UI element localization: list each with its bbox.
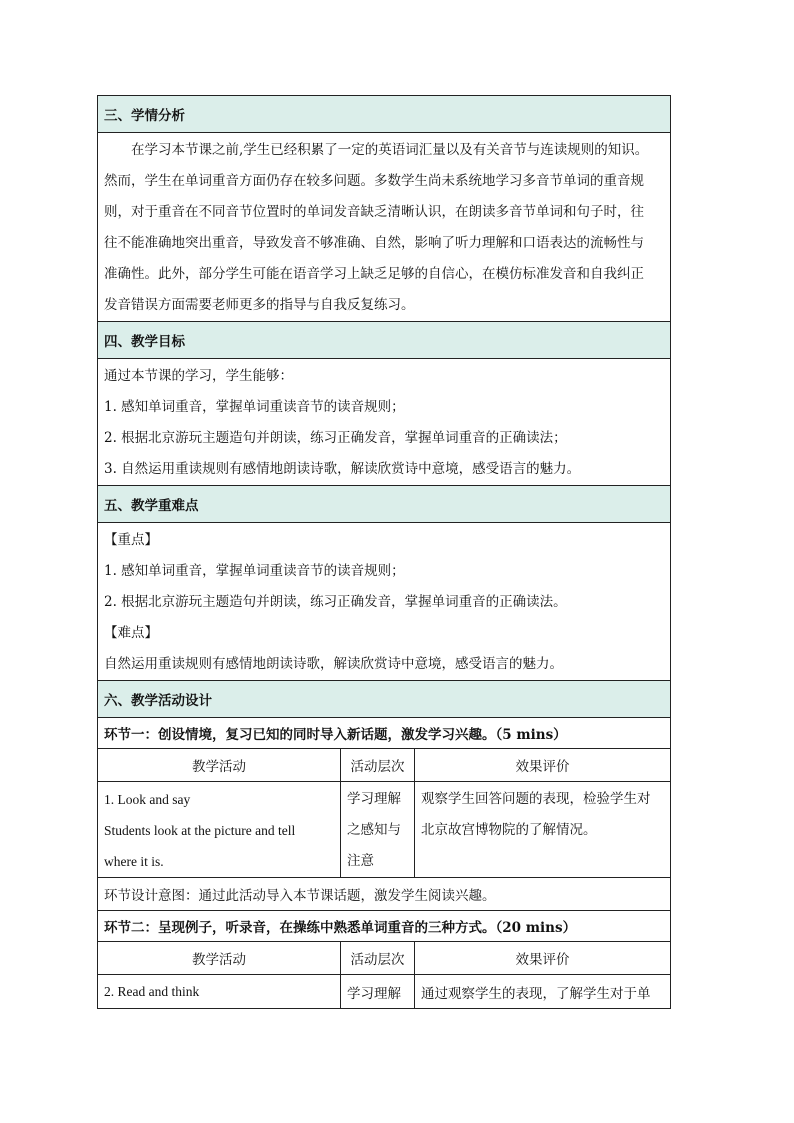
- difficult-points-label: 【难点】: [104, 625, 158, 641]
- col-teaching-activity: 教学活动: [98, 942, 341, 975]
- stage1-activity-row: [98, 782, 671, 878]
- lesson-plan-table: [97, 95, 671, 1009]
- stage2-level-cell: 学习理解: [341, 975, 415, 1009]
- learner-analysis-line: 则，对于重音在不同音节位置时的单词发音缺乏清晰认识，在朗读多音节单词和句子时，往: [104, 204, 644, 220]
- stage2-column-header-row: [98, 942, 671, 975]
- stage1-heading-row: [98, 718, 671, 749]
- teaching-objectives-body: [98, 359, 671, 486]
- stage2-heading-row: [98, 911, 671, 942]
- learner-analysis-line: 往不能准确地突出重音，导致发音不够准确、自然，影响了听力理解和口语表达的流畅性与: [104, 235, 644, 251]
- objective-item: 1. 感知单词重音，掌握单词重读音节的读音规则；: [104, 399, 405, 415]
- col-teaching-activity: 教学活动: [98, 749, 341, 782]
- stage2-heading: 环节二：呈现例子，听录音，在操练中熟悉单词重音的三种方式。（20 mins）: [98, 911, 671, 942]
- objective-item: 3. 自然运用重读规则有感情地朗读诗歌，解读欣赏诗中意境，感受语言的魅力。: [104, 461, 581, 477]
- stage1-column-header-row: [98, 749, 671, 782]
- stage1-evaluation-cell: 观察学生回答问题的表现，检验学生对 北京故宫博物院的了解情况。: [415, 782, 671, 878]
- col-activity-level: 活动层次: [341, 942, 415, 975]
- stage1-activity-cell: 1. Look and say Students look at the picture and tell where it is.: [98, 782, 341, 878]
- stage1-level-cell: 学习理解 之感知与 注意: [341, 782, 415, 878]
- stage2-activity-row: [98, 975, 671, 1009]
- section-heading-activity-design: 六、教学活动设计: [98, 681, 671, 718]
- learner-analysis-line: 发音错误方面需要老师更多的指导与自我反复练习。: [104, 297, 415, 313]
- learner-analysis-line: 然而，学生在单词重音方面仍存在较多问题。多数学生尚未系统地学习多音节单词的重音规: [104, 173, 644, 189]
- section-heading-key-difficult-points: 五、教学重难点: [98, 486, 671, 523]
- stage1-intent-row: [98, 878, 671, 911]
- section-heading-teaching-objectives: 四、教学目标: [98, 322, 671, 359]
- stage2-activity-cell: 2. Read and think: [98, 975, 341, 1009]
- key-difficult-points-body: [98, 523, 671, 681]
- stage1-design-intent: 环节设计意图：通过此活动导入本节课话题，激发学生阅读兴趣。: [98, 878, 671, 911]
- col-effect-evaluation: 效果评价: [415, 749, 671, 782]
- objective-intro: 通过本节课的学习，学生能够：: [104, 368, 293, 384]
- objective-item: 2. 根据北京游玩主题造句并朗读，练习正确发音，掌握单词重音的正确读法；: [104, 430, 567, 446]
- difficult-point-item: 自然运用重读规则有感情地朗读诗歌，解读欣赏诗中意境，感受语言的魅力。: [104, 656, 563, 672]
- section-heading-learner-analysis: 三、学情分析: [98, 96, 671, 133]
- lesson-plan-page: [97, 95, 670, 1009]
- learner-analysis-body: [98, 133, 671, 322]
- key-points-label: 【重点】: [104, 532, 158, 548]
- stage2-evaluation-cell: 通过观察学生的表现，了解学生对于单: [415, 975, 671, 1009]
- col-activity-level: 活动层次: [341, 749, 415, 782]
- key-point-item: 2. 根据北京游玩主题造句并朗读，练习正确发音，掌握单词重音的正确读法。: [104, 594, 567, 610]
- key-point-item: 1. 感知单词重音，掌握单词重读音节的读音规则；: [104, 563, 405, 579]
- learner-analysis-line: 准确性。此外，部分学生可能在语音学习上缺乏足够的自信心，在模仿标准发音和自我纠正: [104, 266, 644, 282]
- stage1-heading: 环节一：创设情境，复习已知的同时导入新话题，激发学习兴趣。（5 mins）: [98, 718, 671, 749]
- learner-analysis-line: 在学习本节课之前,学生已经积累了一定的英语词汇量以及有关音节与连读规则的知识。: [131, 142, 649, 158]
- col-effect-evaluation: 效果评价: [415, 942, 671, 975]
